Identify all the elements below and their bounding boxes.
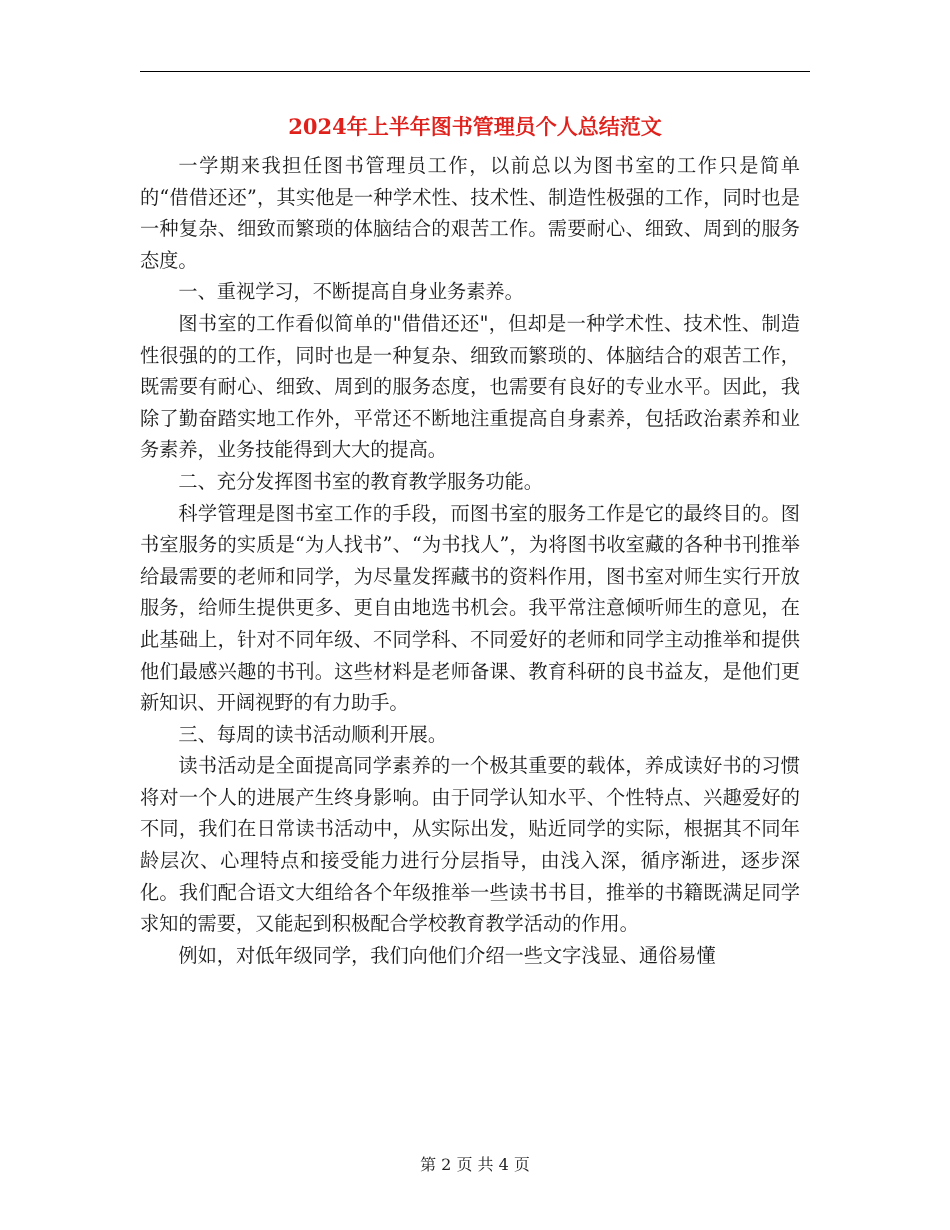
document-title: 2024年上半年图书管理员个人总结范文 bbox=[288, 114, 662, 139]
page-number: 第 2 页 共 4 页 bbox=[420, 1155, 530, 1174]
paragraph-section-2: 科学管理是图书室工作的手段，而图书室的服务工作是它的最终目的。图书室服务的实质是“为人找书”、“为书找人”，为将图书收室藏的各种书刊推举给最需要的老师和同学，为尽量发挥藏书的资料作用，图书室对师生实行开放服务，给师生提供更多、更自由地选书机会。我平常注意倾听师生的意见，在此基础上，针对不同年级、不同学科、不同爱好的老师和同学主动推举和提供他们最感兴趣的书刊。这些材料是老师备课、教育科研的良书益友，是他们更新知识、开阔视野的有力助手。 bbox=[140, 501, 800, 715]
header-rule bbox=[140, 71, 810, 72]
paragraph-section-1: 图书室的工作看似简单的"借借还还"，但却是一种学术性、技术性、制造性很强的的工作，同时也是一种复杂、细致而繁琐的、体脑结合的艰苦工作，既需要有耐心、细致、周到的服务态度，也需要有良好的专业水平。因此，我除了勤奋踏实地工作外，平常还不断地注重提高自身素养，包括政治素养和业务素养，业务技能得到大大的提高。 bbox=[140, 311, 800, 462]
paragraph-intro: 一学期来我担任图书管理员工作，以前总以为图书室的工作只是简单的“借借还还”，其实他是一种学术性、技术性、制造性极强的工作，同时也是一种复杂、细致而繁琐的体脑结合的艰苦工作。需要耐心、细致、周到的服务态度。 bbox=[140, 154, 800, 272]
document-body bbox=[140, 150, 800, 971]
paragraph-section-3: 读书活动是全面提高同学素养的一个极其重要的载体，养成读好书的习惯将对一个人的进展产生终身影响。由于同学认知水平、个性特点、兴趣爱好的不同，我们在日常读书活动中，从实际出发，贴近同学的实际，根据其不同年龄层次、心理特点和接受能力进行分层指导，由浅入深，循序渐进，逐步深化。我们配合语文大组给各个年级推举一些读书书目，推举的书籍既满足同学求知的需要，又能起到积极配合学校教育教学活动的作用。 bbox=[140, 754, 800, 936]
page-footer bbox=[0, 1154, 950, 1176]
paragraph-example: 例如，对低年级同学，我们向他们介绍一些文字浅显、通俗易懂 bbox=[178, 943, 716, 967]
section-heading-3: 三、每周的读书活动顺利开展。 bbox=[178, 722, 448, 746]
section-heading-2: 二、充分发挥图书室的教育教学服务功能。 bbox=[178, 469, 543, 493]
section-heading-1: 一、重视学习，不断提高自身业务素养。 bbox=[178, 280, 524, 304]
